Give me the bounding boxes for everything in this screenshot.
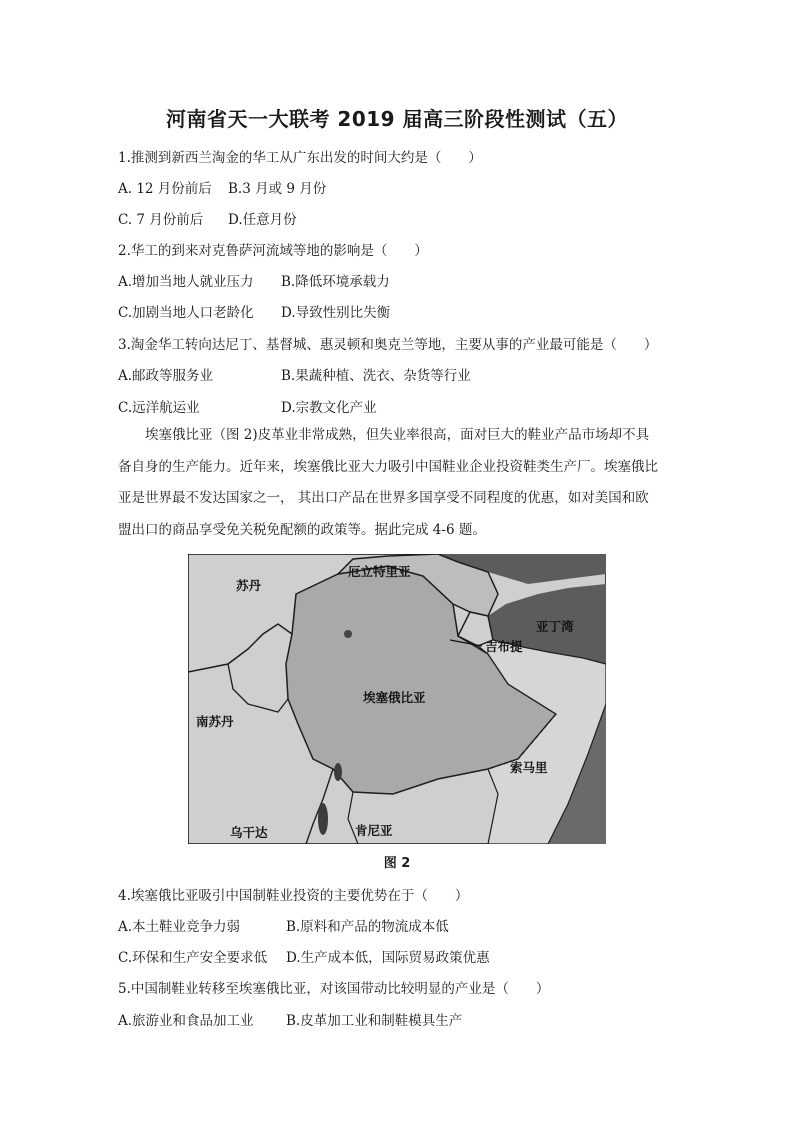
lake-turkana xyxy=(334,763,342,781)
question-1-options-row-2 xyxy=(118,208,297,228)
question-2-option-a: A.增加当地人就业压力 xyxy=(118,274,254,290)
question-4-option-b: B.原料和产品的物流成本低 xyxy=(286,919,449,935)
question-2-option-c: C.加剧当地人口老龄化 xyxy=(118,305,254,321)
passage-line: 埃塞俄比亚（图 2)皮革业非常成熟，但失业率很高，面对巨大的鞋业产品市场却不具 xyxy=(118,427,650,443)
question-5-stem: 5.中国制鞋业转移至埃塞俄比亚，对该国带动比较明显的产业是（ ） xyxy=(118,981,550,997)
label-eritrea: 厄立特里亚 xyxy=(348,564,411,579)
map-svg xyxy=(188,554,606,844)
question-3-options-row-1 xyxy=(118,364,471,384)
question-2-options-row-2 xyxy=(118,301,390,321)
question-1-options-row-1 xyxy=(118,177,326,197)
question-5-option-a: A.旅游业和食品加工业 xyxy=(118,1013,254,1029)
question-1-option-d: D.任意月份 xyxy=(228,212,297,228)
question-5-option-b: B.皮革加工业和制鞋模具生产 xyxy=(286,1013,463,1029)
question-3-option-a: A.邮政等服务业 xyxy=(118,368,214,384)
passage-line: 亚是世界最不发达国家之一， 其出口产品在世界多国享受不同程度的优惠，如对美国和欧 xyxy=(118,490,649,506)
question-3-options-row-2 xyxy=(118,396,377,416)
question-2-option-d: D.导致性别比失衡 xyxy=(281,305,391,321)
question-1-option-a: A. 12 月份前后 xyxy=(118,181,212,197)
figure-caption: 图 2 xyxy=(383,856,411,871)
label-gulf-aden: 亚丁湾 xyxy=(536,619,574,634)
ethiopia-map xyxy=(188,554,606,844)
question-4-stem: 4.埃塞俄比亚吸引中国制鞋业投资的主要优势在于（ ） xyxy=(118,888,469,904)
label-ethiopia: 埃塞俄比亚 xyxy=(363,690,426,705)
passage xyxy=(118,420,683,546)
question-3-stem: 3.淘金华工转向达尼丁、基督城、惠灵顿和奥克兰等地，主要从事的产业最可能是（ ） xyxy=(118,337,658,353)
question-5-options-row-1 xyxy=(118,1009,462,1029)
question-1-stem: 1.推测到新西兰淘金的华工从广东出发的时间大约是（ ） xyxy=(118,150,482,166)
page-title: 河南省天一大联考 2019 届高三阶段性测试（五） xyxy=(165,107,629,131)
label-sudan: 苏丹 xyxy=(236,578,262,593)
label-kenya: 肯尼亚 xyxy=(355,823,393,838)
label-somalia: 索马里 xyxy=(510,760,548,775)
question-4-options-row-2 xyxy=(118,946,490,966)
question-4-option-a: A.本土鞋业竞争力弱 xyxy=(118,919,241,935)
question-4-option-d: D.生产成本低，国际贸易政策优惠 xyxy=(286,950,490,966)
question-4-option-c: C.环保和生产安全要求低 xyxy=(118,950,268,966)
question-3-option-d: D.宗教文化产业 xyxy=(281,400,377,416)
label-south-sudan: 南苏丹 xyxy=(196,714,234,729)
question-3-option-b: B.果蔬种植、洗衣、杂货等行业 xyxy=(281,368,471,384)
question-1-option-c: C. 7 月份前后 xyxy=(118,212,204,228)
question-3-option-c: C.远洋航运业 xyxy=(118,400,200,416)
lake xyxy=(318,803,328,835)
question-2-option-b: B.降低环境承载力 xyxy=(281,274,390,290)
passage-line: 盟出口的商品享受免关税免配额的政策等。据此完成 4-6 题。 xyxy=(118,521,486,538)
question-2-options-row-1 xyxy=(118,270,390,290)
question-1-option-b: B.3 月或 9 月份 xyxy=(228,181,327,197)
passage-line: 备自身的生产能力。近年来，埃塞俄比亚大力吸引中国鞋业企业投资鞋类生产厂。埃塞俄比 xyxy=(118,458,658,475)
label-uganda: 乌干达 xyxy=(230,825,268,840)
label-djibouti: 吉布提 xyxy=(485,639,523,654)
lake-tana xyxy=(344,630,352,638)
question-2-stem: 2.华工的到来对克鲁萨河流域等地的影响是（ ） xyxy=(118,243,428,259)
question-4-options-row-1 xyxy=(118,915,449,935)
